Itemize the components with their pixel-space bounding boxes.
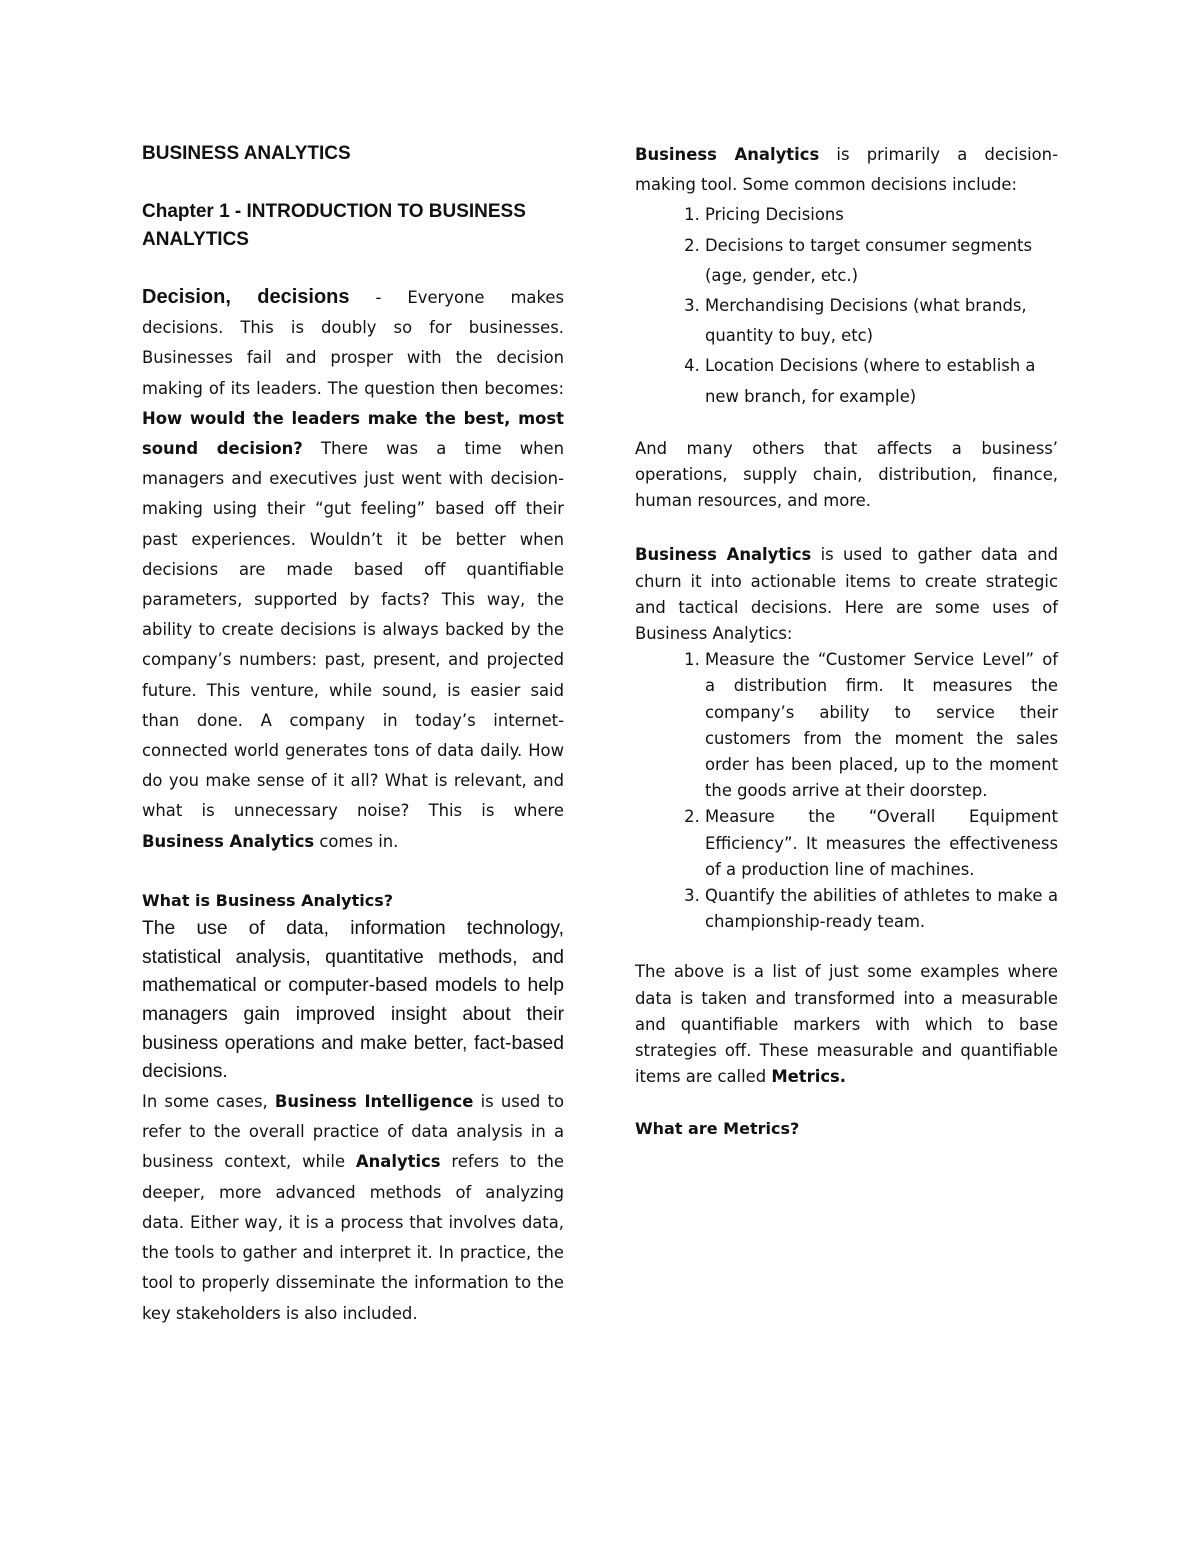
metrics-paragraph: The above is a list of just some examples where data is taken and transformed into a measurable and quantifiable markers with which to base strategies off. These measurable and quantifiable items are called Metrics. — [635, 962, 1058, 1087]
document-title: BUSINESS ANALYTICS — [142, 143, 351, 164]
metrics-heading: What are Metrics? — [635, 1118, 800, 1138]
decisions-list — [635, 200, 1058, 411]
intro-paragraph: Decision, decisions - Everyone makes decisions. This is doubly so for businesses. Businesses fail and prosper with the decision making of its leaders. The question then becomes: How would the leaders make the best, most sound decision? There was a time when managers and executives just went with decision-making using their “gut feeling” based off their past experiences. Wouldn’t it be better when decisions are made based off quantifiable parameters, supported by facts? This way, the ability to create decisions is always backed by the company’s numbers: past, present, and projected future. This venture, while sound, is easier said than done. A company in today’s internet-connected world generates tons of data daily. How do you make sense of it all? What is relevant, and what is unnecessary noise? This is where Business Analytics comes in. — [142, 286, 565, 851]
what-is-heading: What is Business Analytics? — [142, 890, 393, 910]
list-item: 2. Measure the “Overall Equipment Efficiency”. It measures the effectiveness of a production line of machines. — [705, 804, 1058, 883]
list-item: 1. Measure the “Customer Service Level” of a distribution firm. It measures the company’s ability to service their customers from the moment the sales order has been placed, up to the moment the goods arrive at their doorstep. — [705, 647, 1058, 804]
definition-paragraph: The use of data, information technology, statistical analysis, quantitative methods, and mathematical or computer-based models to help managers gain improved insight about their business operations and make better, fact-based decisions. — [142, 917, 564, 1083]
many-others-paragraph: And many others that affects a business’ operations, supply chain, distribution, finance, human resources, and more. — [635, 438, 1058, 511]
chapter-heading: Chapter 1 - INTRODUCTION TO BUSINESS ANALYTICS — [142, 201, 526, 250]
list-item: 2. Decisions to target consumer segments (age, gender, etc.) — [705, 231, 1058, 291]
cases-paragraph: In some cases, Business Intelligence is used to refer to the overall practice of data analysis in a business context, while Analytics refers to the deeper, more advanced methods of analyzing data. Either way, it is a process that involves data, the tools to gather and interpret it. In practice, the tool to properly disseminate the information to the key stakeholders is also included. — [142, 1092, 564, 1323]
uses-intro-paragraph: Business Analytics is used to gather data and churn it into actionable items to create strategic and tactical decisions. Here are some uses of Business Analytics: — [635, 545, 1058, 644]
decision-tool-paragraph: Business Analytics is primarily a decision-making tool. Some common decisions include: — [635, 145, 1058, 195]
left-column — [142, 140, 564, 1329]
list-item: 3. Merchandising Decisions (what brands, quantity to buy, etc) — [705, 291, 1058, 351]
list-item: 4. Location Decisions (where to establish a new branch, for example) — [705, 351, 1058, 411]
uses-list — [635, 647, 1058, 935]
right-column — [635, 140, 1058, 1143]
list-item: 3. Quantify the abilities of athletes to make a championship-ready team. — [705, 883, 1058, 935]
list-item: 1. Pricing Decisions — [705, 200, 1058, 230]
intro-lead: Decision, decisions — [142, 286, 350, 308]
